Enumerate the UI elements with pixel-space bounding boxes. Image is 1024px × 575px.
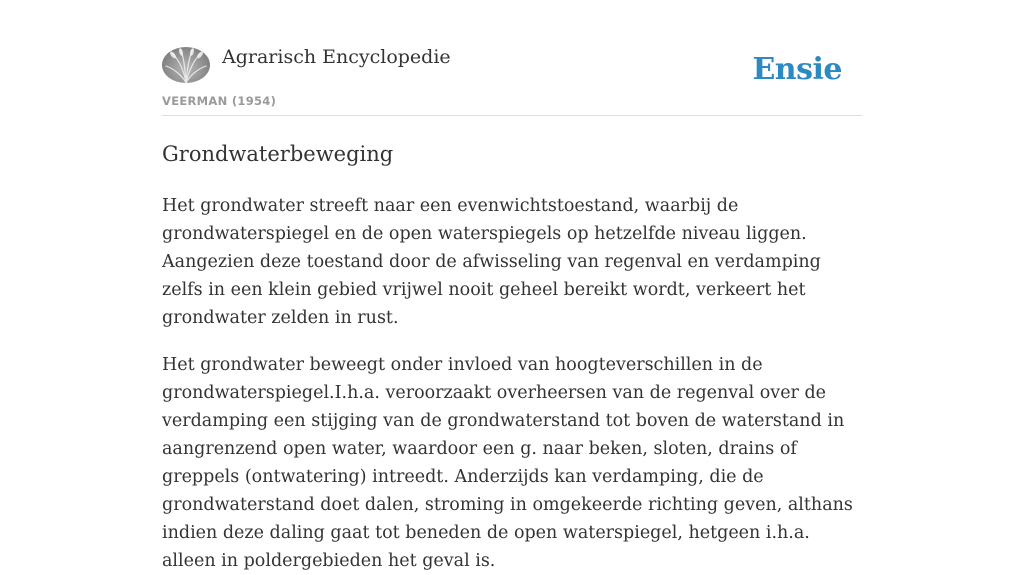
entry-paragraph: Het grondwater streeft naar een evenwichtstoestand, waarbij de grondwaterspiegel en de open waterspiegels op hetzelfde niveau liggen. Aangezien deze toestand door de afwisseling van regenval en verdamping zelfs in een klein gebied vrijwel nooit geheel bereikt wordt, verkeert het grondwater zelden in rust. [162, 196, 821, 328]
entry-paragraph: Het grondwater beweegt onder invloed van hoogteverschillen in de grondwaterspiegel.I.h.a. veroorzaakt overheersen van de regenval over de verdamping een stijging van de grondwaterstand tot boven de waterstand in aangrenzend open water, waardoor een g. naar beken, sloten, drains of greppels (ontwatering) intreedt. Anderzijds kan verdamping, die de grondwaterstand doet dalen, stroming in omgekeerde richting geven, althans indien deze daling gaat tot beneden de open waterspiegel, hetgeen i.h.a. alleen in poldergebieden het geval is. [162, 355, 853, 571]
ensie-logo-link[interactable]: Ensie [752, 52, 842, 87]
entry-content [162, 138, 864, 575]
book-subtitle: VEERMAN (1954) [162, 94, 277, 108]
header [162, 40, 862, 116]
entry-title: Grondwaterbeweging [162, 142, 394, 166]
book-title[interactable]: Agrarisch Encyclopedie [222, 46, 451, 68]
wheat-illustration-icon[interactable] [162, 47, 210, 83]
